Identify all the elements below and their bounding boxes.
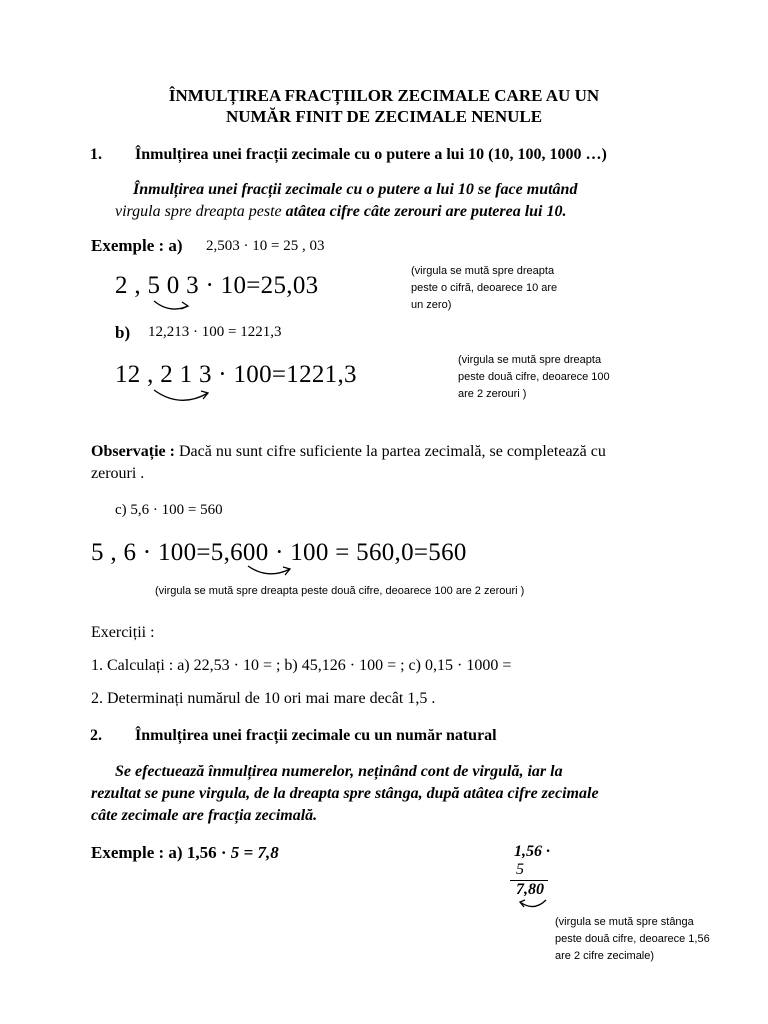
note-line: (virgula se mută spre stânga bbox=[555, 916, 694, 928]
example-a-text: 2,503 · 10 = 25 , 03 bbox=[206, 238, 325, 254]
note-line: peste o cifră, deoarece 10 are bbox=[411, 282, 558, 294]
example-b-big: 12 , 2 1 3 · 100=1221,3 bbox=[115, 361, 357, 388]
examples-label: Exemple : a) bbox=[91, 236, 183, 255]
note-line: are 2 zerouri ) bbox=[458, 388, 527, 400]
observation-text: Dacă nu sunt cifre suficiente la partea zecimală, se completează cu bbox=[174, 443, 606, 460]
rule-2-line-2: rezultat se pune virgula, de la dreapta spre stânga, după atâtea cifre zecimale bbox=[91, 785, 599, 802]
exercise-1: 1. Calculați : a) 22,53 · 10 = ; b) 45,126 · 100 = ; c) 0,15 · 1000 = bbox=[91, 657, 512, 674]
section-2-example-a: 5 = 7,8 bbox=[230, 843, 279, 862]
observation-label: Observație : bbox=[91, 443, 175, 460]
column-note bbox=[555, 914, 710, 965]
page-title-line-1: ÎNMULȚIREA FRACȚIILOR ZECIMALE CARE AU UN bbox=[168, 86, 600, 105]
example-a-big: 2 , 5 0 3 · 10=25,03 bbox=[115, 272, 319, 299]
note-line: (virgula se mută spre dreapta bbox=[411, 265, 555, 277]
comma-move-arrow-left bbox=[512, 898, 552, 916]
example-c-big: 5 , 6 · 100=5,600 · 100 = 560,0=560 bbox=[91, 539, 467, 566]
page-title-line-2: NUMĂR FINIT DE ZECIMALE NENULE bbox=[225, 107, 543, 126]
column-row-1: 1,56 · bbox=[514, 843, 550, 860]
observation-line-1 bbox=[91, 443, 606, 461]
rule-line-2 bbox=[115, 203, 567, 221]
section-2-number: 2. bbox=[90, 727, 102, 744]
comma-move-arrow-a bbox=[150, 298, 200, 318]
rule-line-2-bold: atâtea cifre câte zerouri are puterea lui 10. bbox=[285, 203, 567, 220]
note-line: un zero) bbox=[411, 299, 452, 311]
note-line: peste două cifre, deoarece 1,56 bbox=[555, 933, 710, 945]
example-b-text: 12,213 · 100 = 1221,3 bbox=[148, 324, 282, 340]
exercises-label: Exerciții : bbox=[91, 624, 155, 641]
example-b-note bbox=[458, 352, 610, 403]
section-2-example-line bbox=[91, 843, 279, 863]
section-2-heading: Înmulțirea unei fracții zecimale cu un număr natural bbox=[135, 727, 497, 744]
section-1-number: 1. bbox=[90, 146, 102, 163]
rule-2-line-3: câte zecimale are fracția zecimală. bbox=[91, 807, 318, 824]
rule-line-1: Înmulțirea unei fracții zecimale cu o putere a lui 10 se face mutând bbox=[133, 181, 578, 198]
example-c-note: (virgula se mută spre dreapta peste două cifre, deoarece 100 are 2 zerouri ) bbox=[155, 585, 525, 597]
example-a-note bbox=[411, 263, 557, 314]
note-line: peste două cifre, deoarece 100 bbox=[458, 371, 610, 383]
note-line: (virgula se mută spre dreapta bbox=[458, 354, 602, 366]
exercise-2: 2. Determinați numărul de 10 ori mai mare decât 1,5 . bbox=[91, 690, 436, 707]
note-line: are 2 cifre zecimale) bbox=[555, 950, 655, 962]
section-2-examples-label: Exemple : a) 1,56 · bbox=[91, 843, 231, 862]
comma-move-arrow-c bbox=[244, 564, 304, 584]
example-c-text: c) 5,6 · 100 = 560 bbox=[115, 502, 223, 518]
rule-2-line-1: Se efectuează înmulțirea numerelor, neținând cont de virgulă, iar la bbox=[115, 763, 563, 780]
section-1-heading: Înmulțirea unei fracții zecimale cu o putere a lui 10 (10, 100, 1000 …) bbox=[135, 146, 607, 163]
column-row-2: 5 bbox=[516, 861, 524, 878]
observation-line-2: zerouri . bbox=[91, 465, 145, 482]
rule-line-2-normal: virgula spre dreapta peste bbox=[115, 203, 286, 220]
column-row-3: 7,80 bbox=[516, 881, 544, 898]
comma-move-arrow-b bbox=[150, 387, 220, 411]
example-b-label: b) bbox=[115, 323, 131, 342]
